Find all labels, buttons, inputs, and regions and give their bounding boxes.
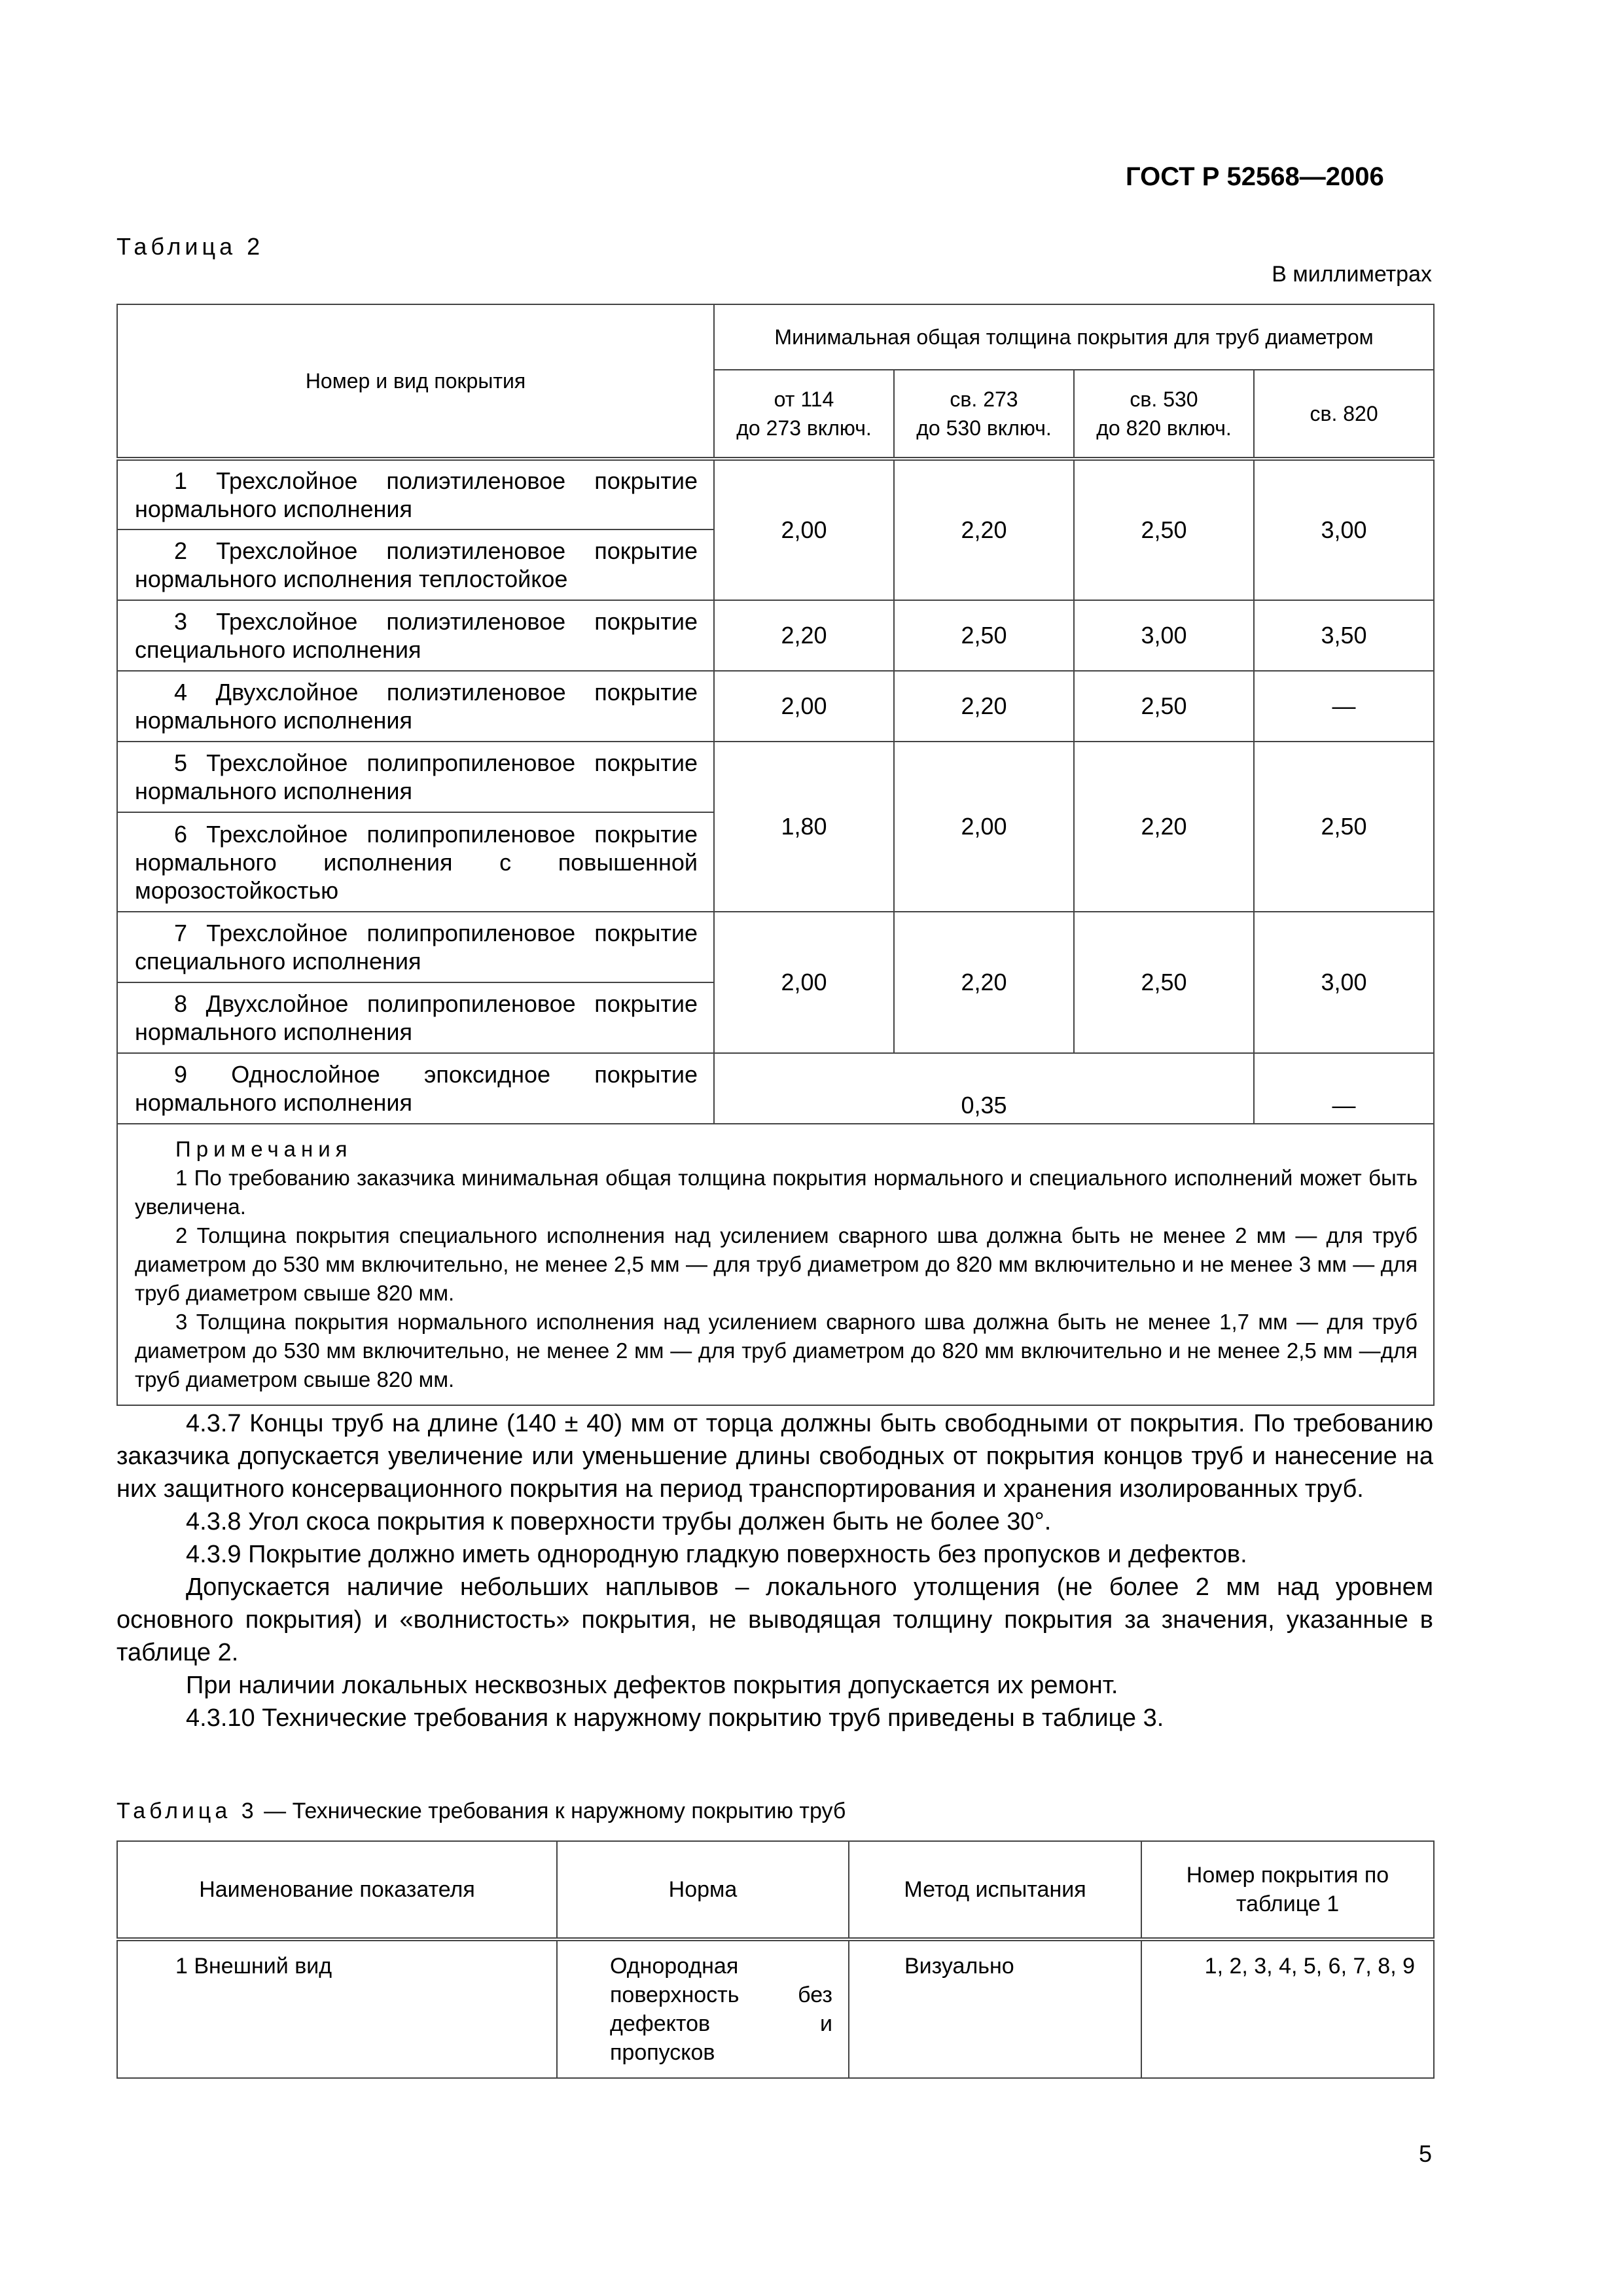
notes-title: Примечания — [175, 1137, 353, 1161]
header-diameter-1: от 114 до 273 включ. — [714, 370, 894, 459]
value-cell: 3,00 — [1254, 912, 1434, 1053]
table-2-units: В миллиметрах — [1272, 262, 1432, 287]
table-3-label: Таблица 3 — [116, 1799, 258, 1823]
table-2-caption: Таблица 2 — [116, 233, 264, 260]
coating-row-5: 5 Трехслойное полипропиленовое покрытие нормального исполнения — [117, 742, 714, 812]
value-cell: 1,80 — [714, 742, 894, 912]
header-diameter-3: св. 530 до 820 включ. — [1074, 370, 1254, 459]
clause-4-3-10: 4.3.10 Технические требования к наружному покрытию труб приведены в таблице 3. — [186, 1704, 1164, 1732]
header-norm: Норма — [557, 1841, 849, 1939]
value-cell: 2,00 — [714, 671, 894, 742]
table-2-notes — [117, 1124, 1434, 1405]
value-cell: 2,20 — [894, 671, 1074, 742]
value-cell: 2,20 — [894, 912, 1074, 1053]
value-cell: 2,50 — [1074, 459, 1254, 600]
value-cell: 2,00 — [714, 912, 894, 1053]
coating-row-9: 9 Однослойное эпоксидное покрытие нормального исполнения — [117, 1053, 714, 1124]
header-coating-number: Номер покрытия по таблице 1 — [1141, 1841, 1434, 1939]
header-thickness-group: Минимальная общая толщина покрытия для труб диаметром — [714, 304, 1434, 370]
value-cell: 2,20 — [894, 459, 1074, 600]
header-diameter-2: св. 273 до 530 включ. — [894, 370, 1074, 459]
value-cell: 2,20 — [1074, 742, 1254, 912]
coating-row-6: 6 Трехслойное полипропиленовое покрытие нормального исполнения с повышенной морозостойкостью — [117, 812, 714, 912]
value-cell: 3,50 — [1254, 600, 1434, 671]
value-cell: 2,50 — [1074, 912, 1254, 1053]
coating-row-4: 4 Двухслойное полиэтиленовое покрытие нормального исполнения — [117, 671, 714, 742]
value-cell: 3,00 — [1074, 600, 1254, 671]
coating-row-3: 3 Трехслойное полиэтиленовое покрытие специального исполнения — [117, 600, 714, 671]
value-cell: — — [1254, 671, 1434, 742]
note-1: 1 По требованию заказчика минимальная общая толщина покрытия нормального и специального исполнений может быть увеличена. — [135, 1166, 1418, 1219]
value-cell: 2,00 — [894, 742, 1074, 912]
note-3: 3 Толщина покрытия нормального исполнения над усилением сварного шва должна быть не менее 1,7 мм — для труб диаметром до 530 мм включительно, не менее 2 мм — для труб диаметром до 820 мм включительно и не менее 2,5 мм —для труб диаметром свыше 820 мм. — [135, 1310, 1418, 1391]
note-2: 2 Толщина покрытия специального исполнения над усилением сварного шва должна быть не менее 2 мм — для труб диаметром до 530 мм включительно, не менее 2,5 мм — для труб диаметром до 820 мм включительно и не менее 3 мм — для труб диаметром свыше 820 мм. — [135, 1223, 1418, 1305]
value-cell: 3,00 — [1254, 459, 1434, 600]
indicator-cell: 1 Внешний вид — [117, 1939, 557, 2078]
value-cell: 2,20 — [714, 600, 894, 671]
page-number: 5 — [1418, 2140, 1432, 2167]
method-cell: Визуально — [849, 1939, 1141, 2078]
coating-row-8: 8 Двухслойное полипропиленовое покрытие нормального исполнения — [117, 982, 714, 1053]
clause-4-3-7: 4.3.7 Концы труб на длине (140 ± 40) мм от торца должны быть свободными от покрытия. По требованию заказчика допускается увеличение или уменьшение длины свободных от покрытия концов труб и нанесение на них защитного консервационного покрытия на период транспортирования и хранения изолированных труб. — [116, 1410, 1433, 1503]
coating-row-7: 7 Трехслойное полипропиленовое покрытие специального исполнения — [117, 912, 714, 982]
header-test-method: Метод испытания — [849, 1841, 1141, 1939]
norm-cell: Однородная поверхность без дефектов и пропусков — [557, 1939, 849, 2078]
document-code: ГОСТ Р 52568—2006 — [1126, 162, 1384, 191]
table-2 — [116, 304, 1435, 1406]
value-cell: — — [1254, 1053, 1434, 1124]
value-cell: 2,50 — [1254, 742, 1434, 912]
paragraph-repair: При наличии локальных несквозных дефектов покрытия допускается их ремонт. — [186, 1672, 1118, 1699]
value-cell: 2,50 — [1074, 671, 1254, 742]
clause-4-3-8: 4.3.8 Угол скоса покрытия к поверхности трубы должен быть не более 30°. — [186, 1508, 1052, 1535]
coating-row-2: 2 Трехслойное полиэтиленовое покрытие нормального исполнения теплостойкое — [117, 529, 714, 600]
header-indicator: Наименование показателя — [117, 1841, 557, 1939]
coating-numbers-cell: 1, 2, 3, 4, 5, 6, 7, 8, 9 — [1141, 1939, 1434, 2078]
table-3-title: — Технические требования к наружному покрытию труб — [257, 1799, 846, 1823]
table-3 — [116, 1840, 1435, 2079]
header-coating-name: Номер и вид покрытия — [117, 304, 714, 459]
coating-row-1: 1 Трехслойное полиэтиленовое покрытие нормального исполнения — [117, 459, 714, 529]
body-text — [116, 1407, 1433, 1734]
table-3-caption — [116, 1799, 846, 1824]
value-cell: 2,50 — [894, 600, 1074, 671]
value-cell: 2,00 — [714, 459, 894, 600]
paragraph-tolerance: Допускается наличие небольших наплывов – локального утолщения (не более 2 мм над уровнем основного покрытия) и «волнистость» покрытия, не выводящая толщину покрытия за значения, указанные в таблице 2. — [116, 1573, 1433, 1666]
value-cell: 0,35 — [714, 1053, 1254, 1124]
clause-4-3-9: 4.3.9 Покрытие должно иметь однородную гладкую поверхность без пропусков и дефектов. — [186, 1541, 1247, 1568]
header-diameter-4: св. 820 — [1254, 370, 1434, 459]
